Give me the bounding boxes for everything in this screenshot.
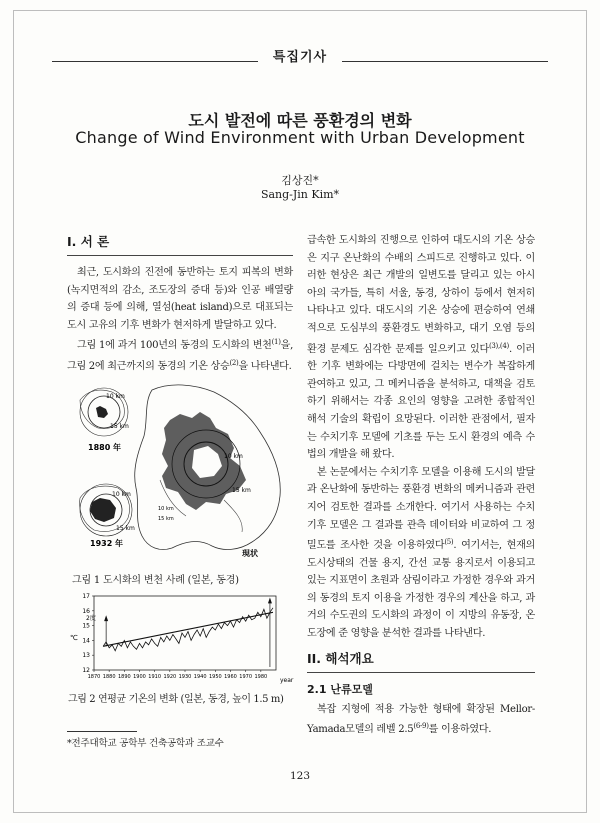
y-tick-label: 12 [82,667,90,674]
x-tick-label: 1960 [224,674,237,680]
left-column [67,232,293,376]
y-tick-label: 16 [82,607,90,615]
y-tick-label: 14 [82,637,90,645]
title-english: Change of Wind Environment with Urban Development [75,128,525,147]
y-axis-unit: ℃ [70,634,78,642]
intro-paragraph-2: 그림 1에 과거 100년의 동경의 도시화의 변천$^{(1)}$을, 그림 2에 최근까지의 동경의 기온 상승$^{(2)}$을 나타낸다. [67,338,293,372]
svg-text:10 km: 10 km [112,491,131,498]
svg-text:15 km: 15 km [158,516,174,522]
x-tick-label: 1980 [254,674,268,680]
svg-text:15 km: 15 km [116,525,135,532]
intro-heading: I. 서 론 [67,232,293,256]
svg-text:10 km: 10 km [224,453,243,460]
svg-text:15 km: 15 km [110,423,129,430]
right-arrow-head [268,597,272,603]
annotation-2deg: 2度 [86,615,96,622]
overview-paragraph-1: 복잡 지형에 적용 가능한 형태에 확장된 Mellor-Yamada모델의 레벨 2.5$^{(6-9)}$를 이용하였다. [307,703,535,736]
right-paragraph-1: 급속한 도시화의 진행으로 인하여 대도시의 기온 상승은 지구 온난화의 수배의 스피드로 진행하고 있다. 이러한 현상은 최근 개발의 일변도를 달리고 있는 아시아의 국가들, 특히 서울, 동경, 상하이 등에서 현저히 나타나고 있다. 대도시의 기온 상승에 편승하여 연쇄적으로 도심부의 풍환경도 변화하고, 대기 오염 등의 환경 문제도 심각한 문제를 일으키고 있다$^{(3),(4)}$. 이러한 기후 변화에는 다방면에 걸치는 변수가 복잡하게 관여하고 있고, 그 메커니즘을 분석하고, 대책을 검토하기 위해서는 각종 요인의 영향을 고려한 종합적인 해석 기술의 확립이 요망된다. 이러한 관점에서, 필자는 수치기후 모델에 기초를 두는 도시 환경의 예측 수법의 개발을 해 왔다. [307,235,536,461]
x-tick-label: 1970 [239,674,253,680]
svg-text:10 km: 10 km [158,506,174,512]
footnote-rule [67,731,137,732]
page-number: 123 [289,770,311,782]
author-korean: 김상진* [281,174,319,187]
x-tick-label: 1910 [148,674,162,680]
turbulence-subheading: 2.1 난류모델 [307,682,373,696]
overview-heading: II. 해석개요 [307,649,535,673]
right-paragraph-2: 본 논문에서는 수치기후 모델을 이용해 도시의 발달과 온난화에 동반하는 풍환경 변화의 메커니즘과 관련지어 검토한 결과를 소개한다. 여기서 사용하는 수치기후 모델은 그 결과를 관측 데이터와 비교하여 그 정밀도를 조사한 것을 이용하였다$^{(5)}$. 여기서는, 현재의 도시상태의 건물 용지, 간선 교통 용지로서 이용되고 있는 지표면이 초원과 삼림이라고 가정한 경우와 과거의 동경의 토지 이용을 가정한 경우의 계산을 하고, 과거의 수도권의 도시화의 과정이 이 지방의 유동장, 온도장에 준 영향을 분석한 결과를 나타낸다. [307,466,535,640]
map-inset-1880 [80,388,129,452]
author-english: Sang-Jin Kim* [260,188,340,201]
annotation-arrow-head [104,615,108,621]
map-current [135,385,281,558]
current-label: 現状 [242,549,258,558]
trend-line [103,612,273,646]
section-label: 특집기사 [272,50,328,65]
x-tick-label: 1890 [117,674,131,680]
author-footnote: *전주대학교 공학부 건축공학과 조교수 [67,738,224,749]
y-tick-label: 17 [82,593,90,600]
x-tick-label: 1920 [163,674,177,680]
x-tick-label: 1930 [178,674,192,680]
year-1932-label: 1932 年 [90,539,124,548]
figure-1-maps [74,380,290,566]
right-column [307,232,535,739]
x-tick-label: 1950 [208,674,222,680]
title-korean: 도시 발전에 따른 풍환경의 변화 [188,111,412,130]
svg-text:10 km: 10 km [106,393,125,400]
figure-2-caption: 그림 2 연평균 기온의 변화 (일본, 동경, 높이 1.5 m) [68,694,284,705]
y-tick-label: 15 [82,622,90,630]
x-axis-unit: year [280,677,294,684]
x-tick-label: 1900 [133,674,146,680]
x-tick-label: 1880 [102,674,116,680]
svg-text:15 km: 15 km [232,487,251,494]
intro-paragraph-1: 최근, 도시화의 진전에 동반하는 토지 피복의 변화(녹지면적의 감소, 조도장의 증대 등)와 인공 배열량의 증대 등에 의해, 열섬(heat island)으로 대표되는 도시 고유의 기후 변화가 현저하게 발달하고 있다. [67,267,293,331]
x-tick-label: 1940 [193,674,207,680]
y-tick-label: 13 [82,652,90,660]
plot-frame [94,596,276,670]
map-inset-1932 [80,484,135,548]
figure-2-chart [64,590,294,686]
figure-1-caption: 그림 1 도시화의 변천 사례 (일본, 동경) [72,575,239,586]
x-tick-label: 1870 [87,674,101,680]
year-1880-label: 1880 年 [88,443,122,452]
